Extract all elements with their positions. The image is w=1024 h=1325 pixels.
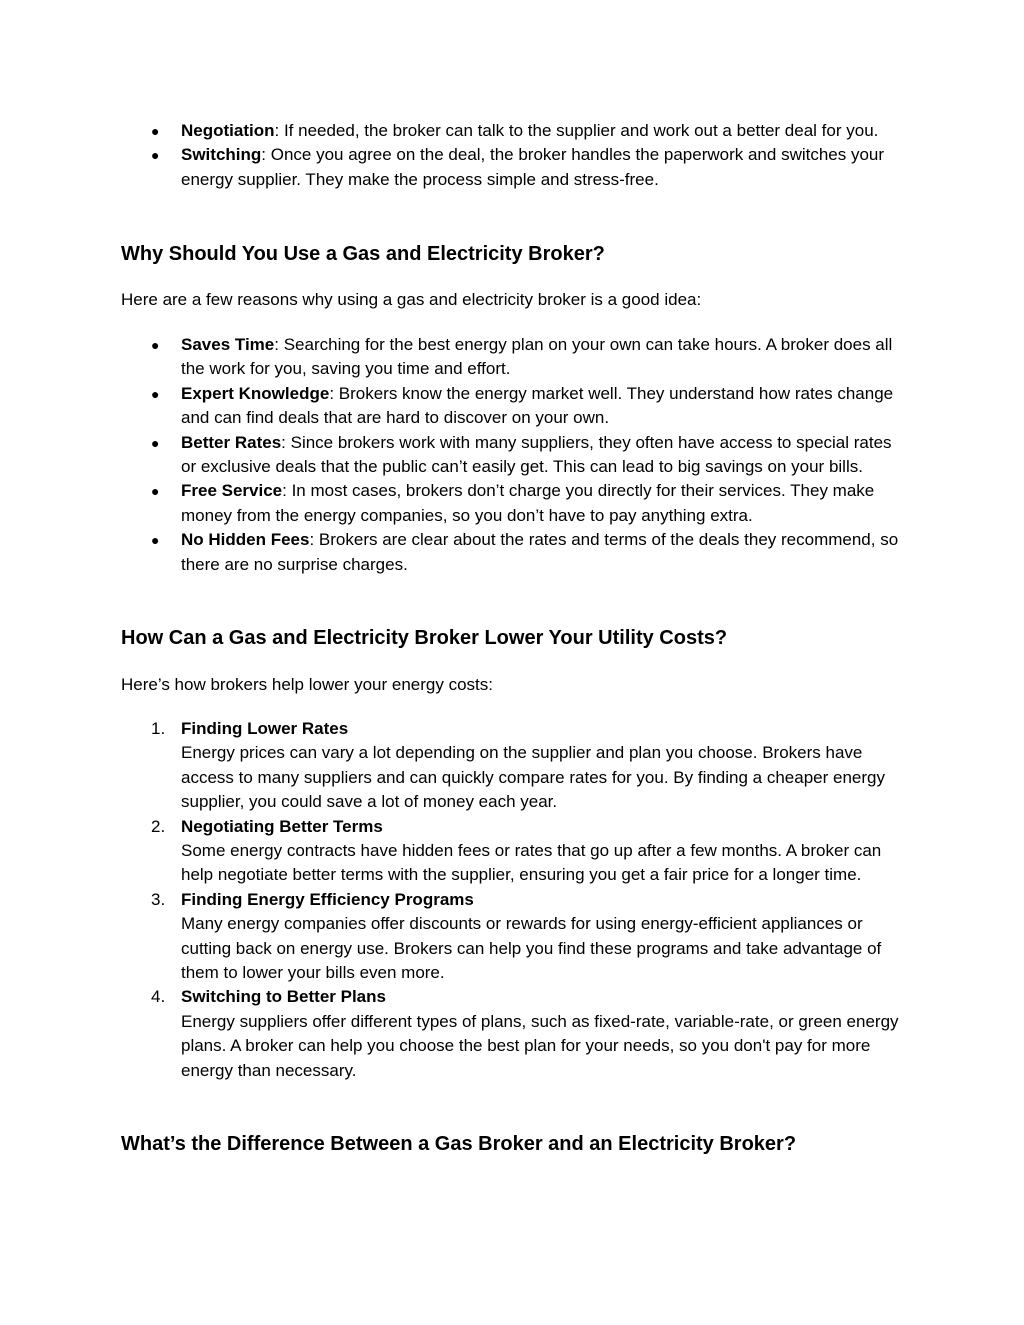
top-bullet-list	[0, 119, 911, 192]
item-text: Energy suppliers offer different types of plans, such as fixed-rate, variable-rate, or green energy plans. A broker can help you choose the best plan for your needs, so you don't pay for more energy than necessary.	[181, 1011, 899, 1080]
list-item	[0, 382, 911, 431]
item-term: Expert Knowledge	[181, 383, 330, 403]
item-term: Negotiation	[181, 121, 275, 140]
item-title: Negotiating Better Terms	[181, 816, 383, 836]
item-number: 4.	[151, 987, 166, 1007]
list-item	[0, 815, 911, 888]
item-term: Free Service	[181, 481, 283, 501]
item-text: Some energy contracts have hidden fees or rates that go up after a few months. A broker can help negotiate better terms with the supplier, ensuring you get a fair price for a longer time.	[181, 841, 882, 885]
item-text: Energy prices can vary a lot depending on the supplier and plan you choose. Brokers have access to many suppliers and can quickly compare rates for you. By finding a cheaper energy supplier, you could save a lot of money each year.	[181, 743, 885, 812]
reasons-bullet-list	[0, 333, 911, 577]
item-term: No Hidden Fees	[181, 530, 310, 550]
item-text: : Brokers know the energy market well. They understand how rates change and can find deals that are hard to discover on your own.	[181, 383, 894, 428]
bullet-icon: ●	[151, 147, 160, 164]
section-heading: How Can a Gas and Electricity Broker Lower Your Utility Costs?	[121, 627, 728, 649]
list-item	[0, 143, 911, 192]
list-item	[0, 431, 911, 480]
list-item	[0, 717, 911, 815]
item-text: : In most cases, brokers don’t charge you directly for their services. They make money from the energy companies, so you don’t have to pay anything extra.	[181, 481, 875, 525]
section-intro: Here are a few reasons why using a gas and electricity broker is a good idea:	[121, 290, 702, 309]
list-item	[0, 528, 911, 577]
item-text: : Since brokers work with many suppliers, they often have access to special rates or exclusive deals that the public can’t easily get. This can lead to big savings on your bills.	[181, 432, 892, 477]
section-intro: Here’s how brokers help lower your energy costs:	[121, 675, 493, 694]
item-title: Switching to Better Plans	[181, 987, 386, 1007]
item-text: : If needed, the broker can talk to the supplier and work out a better deal for you.	[274, 121, 879, 140]
item-text: : Searching for the best energy plan on your own can take hours. A broker does all the work for you, saving you time and effort.	[181, 335, 893, 379]
item-number: 1.	[151, 719, 166, 738]
list-item	[0, 985, 911, 1083]
item-term: Switching	[181, 145, 262, 165]
bullet-icon: ●	[151, 434, 160, 451]
numbered-list	[0, 717, 911, 1083]
item-text: Many energy companies offer discounts or rewards for using energy-efficient appliances or cutting back on energy use. Brokers can help you find these programs and take advantage of them to lower your bills even more.	[181, 914, 882, 983]
list-item	[0, 888, 911, 986]
item-text: : Once you agree on the deal, the broker handles the paperwork and switches your energy supplier. They make the process simple and stress-free.	[181, 145, 885, 189]
bullet-icon: ●	[151, 337, 160, 353]
item-title: Finding Lower Rates	[181, 719, 349, 738]
section-heading: What’s the Difference Between a Gas Broker and an Electricity Broker?	[121, 1133, 797, 1155]
bullet-icon: ●	[151, 532, 160, 549]
item-number: 2.	[151, 816, 166, 836]
item-text: : Brokers are clear about the rates and terms of the deals they recommend, so there are no surprise charges.	[181, 530, 899, 574]
item-number: 3.	[151, 889, 166, 909]
item-title: Finding Energy Efficiency Programs	[181, 889, 474, 909]
bullet-icon: ●	[151, 483, 160, 500]
list-item	[0, 333, 911, 382]
bullet-icon: ●	[151, 123, 160, 139]
bullet-icon: ●	[151, 385, 160, 402]
list-item	[0, 479, 911, 528]
item-term: Better Rates	[181, 432, 282, 452]
section-heading: Why Should You Use a Gas and Electricity Broker?	[121, 243, 605, 265]
item-term: Saves Time	[181, 335, 275, 354]
list-item	[0, 119, 911, 143]
